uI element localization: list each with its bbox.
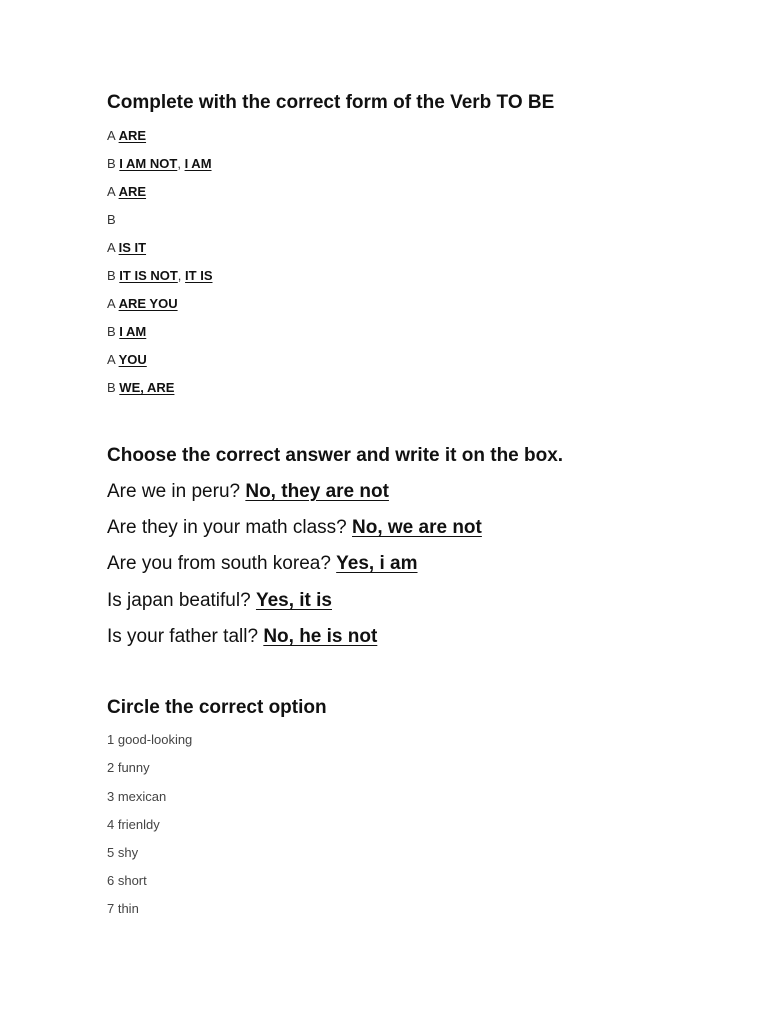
section1-line: B IT IS NOT, IT IS [107, 268, 213, 283]
section1-line: A YOU [107, 352, 147, 367]
option-item: 1 good-looking [107, 732, 193, 747]
option-item: 6 short [107, 873, 147, 888]
section2-title: Choose the correct answer and write it on the box. [107, 445, 564, 466]
section1-line: B [107, 212, 116, 227]
section1-line: A ARE [107, 184, 147, 199]
question-row: Are we in peru? No, they are not [107, 481, 389, 502]
option-item: 3 mexican [107, 789, 167, 804]
question-row: Is your father tall? No, he is not [107, 626, 378, 647]
option-item: 4 frienldy [107, 817, 160, 832]
section1-line: A IS IT [107, 240, 147, 255]
option-item: 2 funny [107, 760, 150, 775]
section1-line: A ARE [107, 128, 147, 143]
question-row: Is japan beatiful? Yes, it is [107, 590, 332, 611]
section3-title: Circle the correct option [107, 697, 327, 718]
question-row: Are they in your math class? No, we are not [107, 517, 482, 538]
option-item: 7 thin [107, 901, 139, 916]
option-item: 5 shy [107, 845, 139, 860]
section1-title: Complete with the correct form of the Verb TO BE [107, 92, 555, 113]
section1-line: B I AM NOT, I AM [107, 156, 212, 171]
question-row: Are you from south korea? Yes, i am [107, 553, 418, 574]
section1-line: B I AM [107, 324, 147, 339]
section1-line: A ARE YOU [107, 296, 178, 311]
section1-line: B WE, ARE [107, 380, 175, 395]
